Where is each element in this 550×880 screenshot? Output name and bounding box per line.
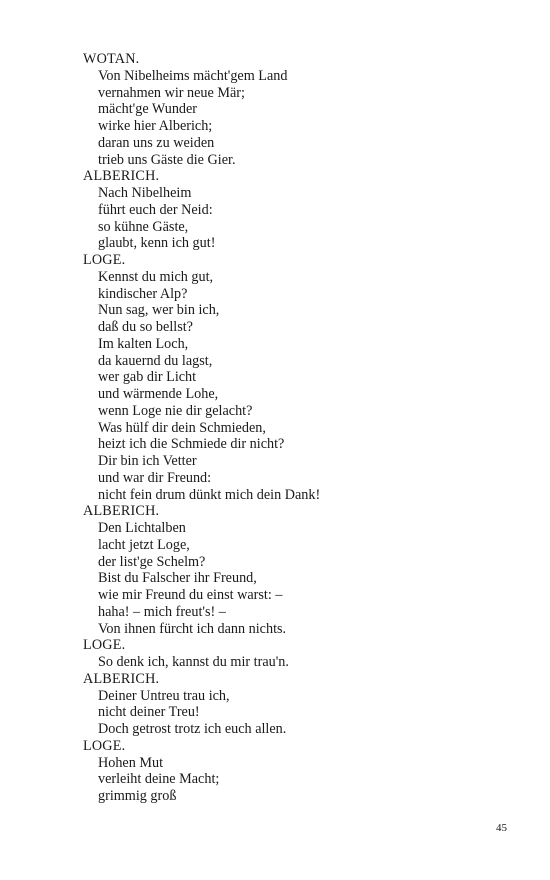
speaker-name: ALBERICH.	[83, 168, 160, 185]
verse-line: Dir bin ich Vetter	[98, 453, 197, 469]
verse-line: Von ihnen fürcht ich dann nichts.	[98, 620, 287, 637]
libretto-text	[83, 51, 523, 805]
speaker-name: LOGE.	[83, 252, 126, 268]
verse-line: wie mir Freund du einst warst: –	[98, 587, 283, 603]
verse-line: wirke hier Alberich;	[98, 118, 213, 134]
verse-line: mächt'ge Wunder	[98, 101, 198, 118]
speaker-name: LOGE.	[83, 637, 126, 654]
verse-line: so kühne Gäste,	[98, 218, 189, 235]
page-number: 45	[496, 822, 507, 834]
verse-line: vernahmen wir neue Mär;	[98, 84, 245, 101]
verse-line: verleiht deine Macht;	[98, 771, 220, 788]
speaker-name: WOTAN.	[83, 51, 140, 67]
verse-line: daß du so bellst?	[98, 319, 193, 335]
verse-line: Nun sag, wer bin ich,	[98, 302, 220, 319]
verse-line: Was hülf dir dein Schmieden,	[98, 419, 266, 436]
verse-line: wenn Loge nie dir gelacht?	[98, 402, 253, 419]
verse-line: nicht fein drum dünkt mich dein Dank!	[98, 486, 321, 503]
verse-line: Doch getrost trotz ich euch allen.	[98, 721, 287, 737]
verse-line: Den Lichtalben	[98, 520, 186, 536]
verse-line: und war dir Freund:	[98, 469, 212, 486]
verse-line: glaubt, kenn ich gut!	[98, 235, 216, 252]
speaker-name: LOGE.	[83, 737, 126, 754]
verse-line: der list'ge Schelm?	[98, 553, 206, 570]
verse-line: und wärmende Lohe,	[98, 386, 219, 402]
verse-line: Deiner Untreu trau ich,	[98, 687, 230, 704]
verse-line: Nach Nibelheim	[98, 185, 192, 201]
verse-line: grimmig groß	[98, 788, 177, 804]
verse-line: da kauernd du lagst,	[98, 352, 213, 369]
verse-line: Kennst du mich gut,	[98, 268, 214, 285]
verse-line: So denk ich, kannst du mir trau'n.	[98, 654, 289, 670]
speaker-name: ALBERICH.	[83, 670, 160, 687]
verse-line: Im kalten Loch,	[98, 335, 189, 352]
verse-line: Hohen Mut	[98, 754, 164, 771]
speaker-name: ALBERICH.	[83, 503, 160, 520]
verse-line: führt euch der Neid:	[98, 201, 213, 218]
verse-line: trieb uns Gäste die Gier.	[98, 151, 236, 168]
verse-line: lacht jetzt Loge,	[98, 536, 190, 553]
verse-line: haha! – mich freut's! –	[98, 603, 226, 620]
verse-line: Bist du Falscher ihr Freund,	[98, 570, 257, 587]
verse-line: Von Nibelheims mächt'gem Land	[98, 67, 288, 84]
verse-line: heizt ich die Schmiede dir nicht?	[98, 436, 285, 453]
verse-line: kindischer Alp?	[98, 285, 188, 302]
verse-line: daran uns zu weiden	[98, 134, 215, 151]
verse-line: nicht deiner Treu!	[98, 704, 200, 721]
verse-line: wer gab dir Licht	[98, 369, 197, 386]
